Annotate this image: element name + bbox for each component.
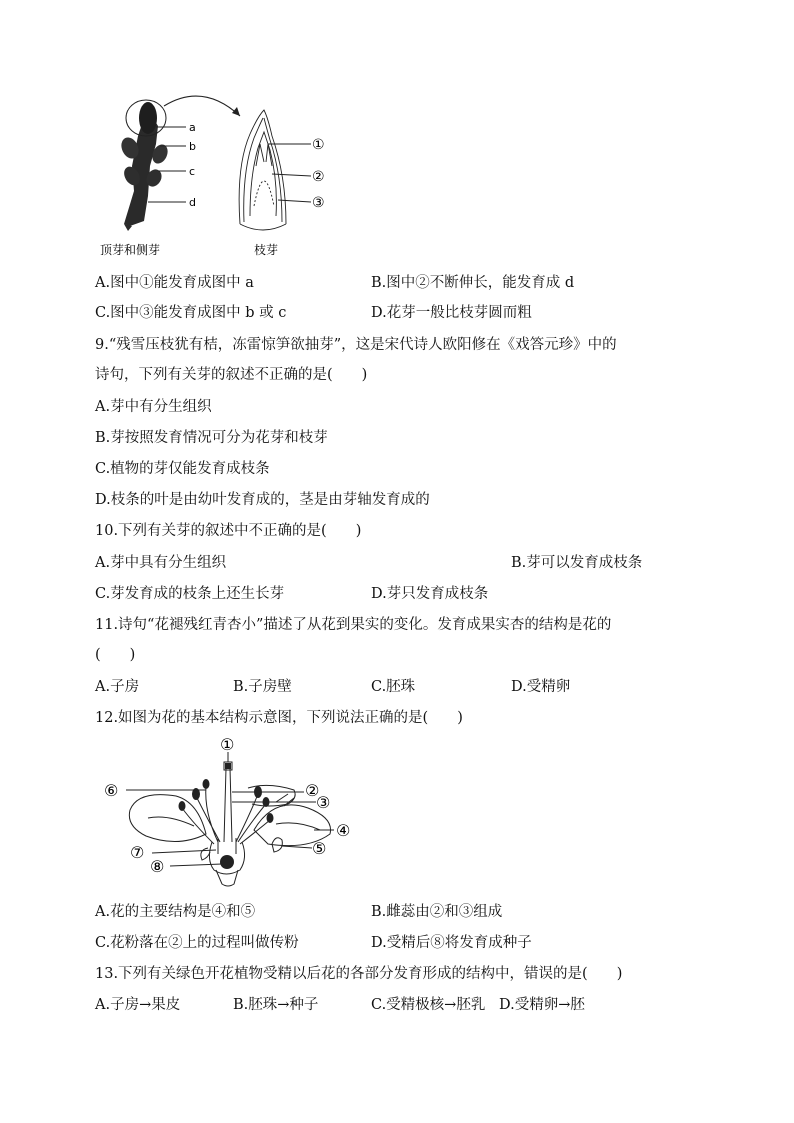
q8-option-b: B.图中②不断伸长，能发育成 d	[371, 275, 575, 291]
q10-option-d: D.芽只发育成枝条	[371, 586, 489, 602]
q9-option-b: B.芽按照发育情况可分为花芽和枝芽	[95, 430, 328, 446]
q13-option-c: C.受精极核→胚乳	[371, 997, 486, 1013]
q9-option-c: C.植物的芽仅能发育成枝条	[95, 461, 270, 477]
q9-option-a: A.芽中有分生组织	[95, 399, 212, 415]
q8-option-a: A.图中①能发育成图中 a	[95, 275, 254, 291]
q11-option-d: D.受精卵	[511, 679, 571, 695]
q13-option-b: B.胚珠→种子	[233, 997, 319, 1013]
caption-branch-bud: 枝芽	[254, 243, 279, 257]
flower-label-6: ⑥	[104, 781, 119, 800]
terminal-lateral-bud-drawing	[118, 96, 240, 231]
q11-option-c: C.胚珠	[371, 679, 416, 695]
bud-figure	[100, 96, 348, 264]
q9-option-d: D.枝条的叶是由幼叶发育成的，茎是由芽轴发育成的	[95, 492, 430, 508]
q13-option-d: D.受精卵→胚	[499, 997, 585, 1013]
flower-label-4: ④	[336, 821, 351, 840]
q12-option-d: D.受精后⑧将发育成种子	[371, 935, 532, 951]
q10-option-a: A.芽中具有分生组织	[95, 555, 227, 571]
label-d: d	[189, 196, 196, 209]
q10-option-b: B.芽可以发育成枝条	[511, 555, 643, 571]
caption-terminal-lateral-bud: 顶芽和侧芽	[100, 243, 161, 257]
q9-stem-line1: 9.“残雪压枝犹有桔，冻雷惊笋欲抽芽”，这是宋代诗人欧阳修在《戏答元珍》中的	[95, 337, 617, 353]
flower-label-5: ⑤	[312, 839, 327, 858]
flower-label-3: ③	[316, 793, 331, 812]
q12-stem: 12.如图为花的基本结构示意图，下列说法正确的是( )	[95, 710, 463, 726]
q8-option-c: C.图中③能发育成图中 b 或 c	[95, 305, 287, 321]
q12-option-a: A.花的主要结构是④和⑤	[95, 904, 256, 920]
label-a: a	[189, 121, 196, 134]
flower-label-7: ⑦	[130, 843, 145, 862]
q13-option-a: A.子房→果皮	[95, 997, 181, 1013]
q10-option-c: C.芽发育成的枝条上还生长芽	[95, 586, 285, 602]
q12-option-b: B.雌蕊由②和③组成	[371, 904, 503, 920]
label-1: ①	[312, 137, 325, 153]
flower-structure-figure	[98, 735, 368, 898]
q8-option-d: D.花芽一般比枝芽圆而粗	[371, 305, 532, 321]
q11-option-b: B.子房壁	[233, 679, 292, 695]
label-2: ②	[312, 169, 325, 185]
q11-stem-line1: 11.诗句“花褪残红青杏小”描述了从花到果实的变化。发育成果实杏的结构是花的	[95, 617, 612, 633]
label-c: c	[189, 165, 196, 178]
q11-option-a: A.子房	[95, 679, 140, 695]
flower-label-8: ⑧	[150, 857, 165, 876]
q12-option-c: C.花粉落在②上的过程叫做传粉	[95, 935, 299, 951]
ovule	[220, 855, 234, 869]
flower-label-2: ②	[305, 781, 320, 800]
label-b: b	[189, 140, 196, 153]
branch-bud-section-drawing	[239, 110, 311, 230]
flower-label-1: ①	[220, 735, 235, 754]
q9-stem-line2: 诗句，下列有关芽的叙述不正确的是( )	[95, 367, 368, 383]
q13-stem: 13.下列有关绿色开花植物受精以后花的各部分发育形成的结构中，错误的是( )	[95, 966, 623, 982]
q11-stem-line2: ( )	[95, 647, 136, 663]
label-3: ③	[312, 195, 325, 211]
q10-stem: 10.下列有关芽的叙述中不正确的是( )	[95, 523, 362, 539]
